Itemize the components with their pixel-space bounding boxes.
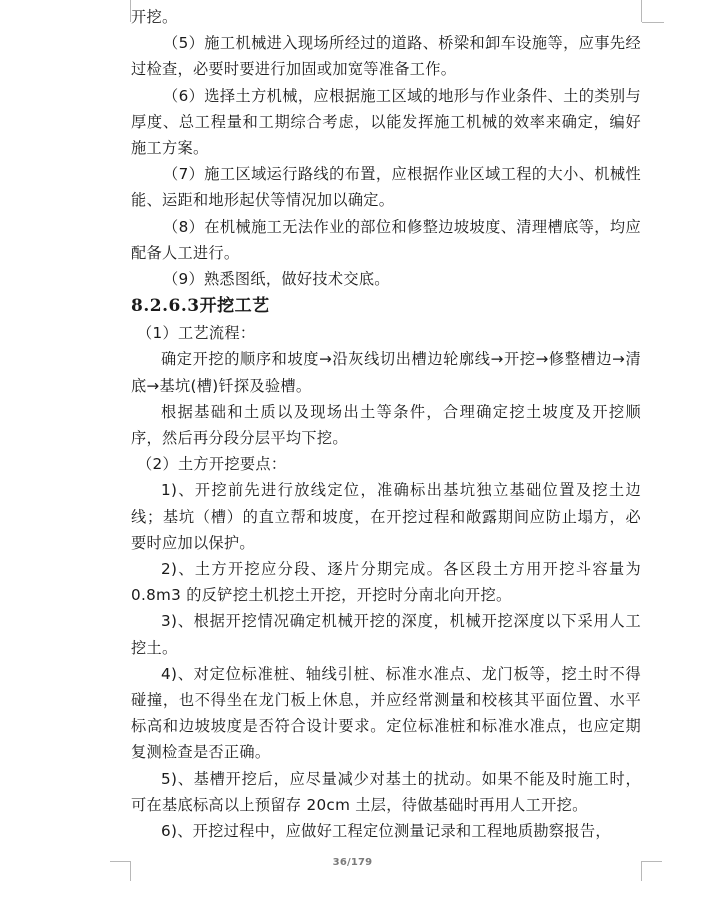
process-flow-paragraph: 确定开挖的顺序和坡度→沿灰线切出槽边轮廓线→开挖→修整槽边→清底→基坑(槽)钎探及验槽。 (131, 350, 641, 395)
excavation-point-4: 4)、对定位标准桩、轴线引桩、标准水准点、龙门板等，挖土时不得碰撞，也不得坐在龙门板上休息，并应经常测量和校核其平面位置、水平标高和边坡坡度是否符合设计要求。定位标准桩和标准水准点，也应定期复测检查是否正确。 (131, 664, 641, 762)
paragraph-item-5: （5）施工机械进入现场所经过的道路、桥梁和卸车设施等，应事先经过检查，必要时要进行加固或加宽等准备工作。 (131, 34, 641, 79)
crop-mark-top-right-v (641, 0, 642, 22)
paragraph-item-7: （7）施工区域运行路线的布置，应根据作业区域工程的大小、机械性能、运距和地形起伏等情况加以确定。 (131, 165, 641, 210)
paragraph-item-6: （6）选择土方机械，应根据施工区域的地形与作业条件、土的类别与厚度、总工程量和工期综合考虑，以能发挥施工机械的效率来确定，编好施工方案。 (131, 86, 641, 158)
page-number: 36/179 (332, 857, 373, 868)
excavation-point-1: 1)、开挖前先进行放线定位，准确标出基坑独立基础位置及挖土边线；基坑（槽）的直立帮和坡度，在开挖过程和敞露期间应防止塌方，必要时应加以保护。 (131, 481, 641, 552)
paragraph-item-9: （9）熟悉图纸，做好技术交底。 (163, 270, 390, 289)
excavation-point-6: 6)、开挖过程中，应做好工程定位测量记录和工程地质勘察报告， (161, 822, 611, 841)
section-heading: 8.2.6.3开挖工艺 (131, 296, 270, 317)
crop-mark-top-right-h (642, 22, 664, 23)
document-body (131, 4, 641, 844)
paragraph-item-8: （8）在机械施工无法作业的部位和修整边坡坡度、清理槽底等，均应配备人工进行。 (131, 217, 641, 262)
subsection-title-excavation-points: （2）土方开挖要点： (137, 455, 287, 474)
process-order-paragraph: 根据基础和土质以及现场出土等条件，合理确定挖土坡度及开挖顺序，然后再分段分层平均下挖。 (131, 402, 641, 448)
subsection-title-process: （1）工艺流程： (137, 324, 256, 343)
excavation-point-5: 5)、基槽开挖后，应尽量减少对基土的扰动。如果不能及时施工时，可在基底标高以上预留存 20cm 土层，待做基础时再用人工开挖。 (131, 769, 641, 814)
excavation-point-3: 3)、根据开挖情况确定机械开挖的深度，机械开挖深度以下采用人工挖土。 (131, 612, 641, 657)
paragraph-continuation: 开挖。 (131, 8, 178, 26)
excavation-point-2: 2)、土方开挖应分段、逐片分期完成。各区段土方用开挖斗容量为 0.8m3 的反铲挖土机挖土开挖，开挖时分南北向开挖。 (131, 560, 641, 605)
